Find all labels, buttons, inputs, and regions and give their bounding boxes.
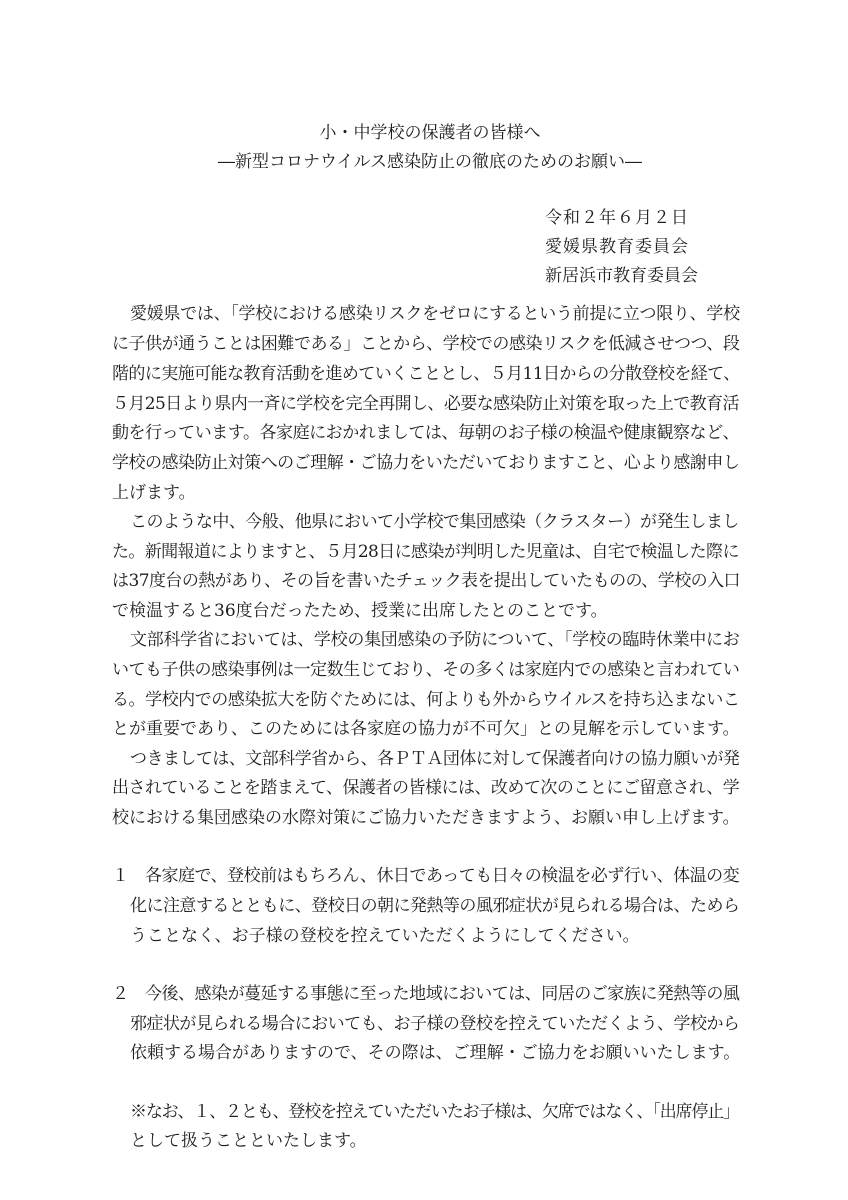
item-2-line: ２ 今後、感染が蔓延する事態に至った地域においては、同居のご家族に発熱等の風 [112, 984, 740, 1004]
item-1-line: １ 各家庭で、登校前はもちろん、休日であっても日々の検温を必ず行い、体温の変 [112, 866, 740, 886]
item-1-line: うことなく、お子様の登校を控えていただくようにしてください。 [130, 926, 640, 946]
body-line: つきましては、文部科学省から、各ＰＴＡ団体に対して保護者向けの協力願いが発 [130, 749, 740, 769]
body-line: る。学校内での感染拡大を防ぐためには、何よりも外からウイルスを持ち込まないこ [112, 690, 740, 710]
body-line: で検温すると36度台だったため、授業に出席したとのことです。 [112, 601, 608, 621]
note-line: ※なお、１、２とも、登校を控えていただいたお子様は、欠席ではなく、「出席停止」 [130, 1102, 739, 1122]
body-line: 文部科学省においては、学校の集団感染の予防について、「学校の臨時休業中にお [130, 630, 740, 650]
body-line: 学校の感染防止対策へのご理解・ご協力をいただいておりますこと、心より感謝申し [112, 453, 740, 473]
body-line: 上げます。 [112, 483, 196, 503]
body-line: とが重要であり、このためには各家庭の協力が不可欠」との見解を示しています。 [112, 719, 740, 739]
body-line: は37度台の熱があり、その旨を書いたチェック表を提出していたものの、学校の入口 [112, 571, 740, 591]
body-line: 愛媛県では、「学校における感染リスクをゼロにするという前提に立つ限り、学校 [130, 304, 740, 324]
item-2-line: 邪症状が見られる場合においても、お子様の登校を控えていただくよう、学校から [130, 1014, 740, 1034]
body-line: 出されていることを踏まえて、保護者の皆様には、改めて次のことにご留意され、学 [112, 778, 740, 798]
body-line: このような中、今般、他県において小学校で集団感染（クラスター）が発生しまし [130, 512, 739, 532]
sender-prefecture-board: 愛媛県教育委員会 [545, 237, 689, 257]
item-2-line: 依頼する場合がありますので、その際は、ご理解・ご協力をお願いいたします。 [130, 1043, 741, 1063]
body-line: 校における集団感染の水際対策にご協力いただきますよう、お願い申し上げます。 [112, 808, 740, 828]
body-line: ５月25日より県内一斉に学校を完全再開し、必要な感染防止対策を取った上で教育活 [112, 394, 739, 414]
body-line: に子供が通うことは困難である」ことから、学校での感染リスクを低減させつつ、段 [112, 334, 740, 354]
note-line: として扱うことといたします。 [130, 1131, 367, 1151]
body-line: た。新聞報道によりますと、５月28日に感染が判明した児童は、自宅で検温した際に [112, 542, 739, 562]
body-line: いても子供の感染事例は一定数生じており、その多くは家庭内での感染と言われてい [112, 660, 740, 680]
document-subtitle: ―新型コロナウイルス感染防止の徹底のためのお願い― [218, 152, 642, 172]
item-1-line: 化に注意するとともに、登校日の朝に発熱等の風邪症状が見られる場合は、ためら [130, 896, 740, 916]
issue-date: 令和２年６月２日 [545, 208, 689, 228]
sender-city-board: 新居浜市教育委員会 [545, 266, 698, 286]
document-title: 小・中学校の保護者の皆様へ [319, 123, 541, 143]
body-line: 動を行っています。各家庭におかれましては、毎朝のお子様の検温や健康観察など、 [112, 423, 740, 443]
body-line: 階的に実施可能な教育活動を進めていくこととし、５月11日からの分散登校を経て、 [112, 364, 740, 384]
